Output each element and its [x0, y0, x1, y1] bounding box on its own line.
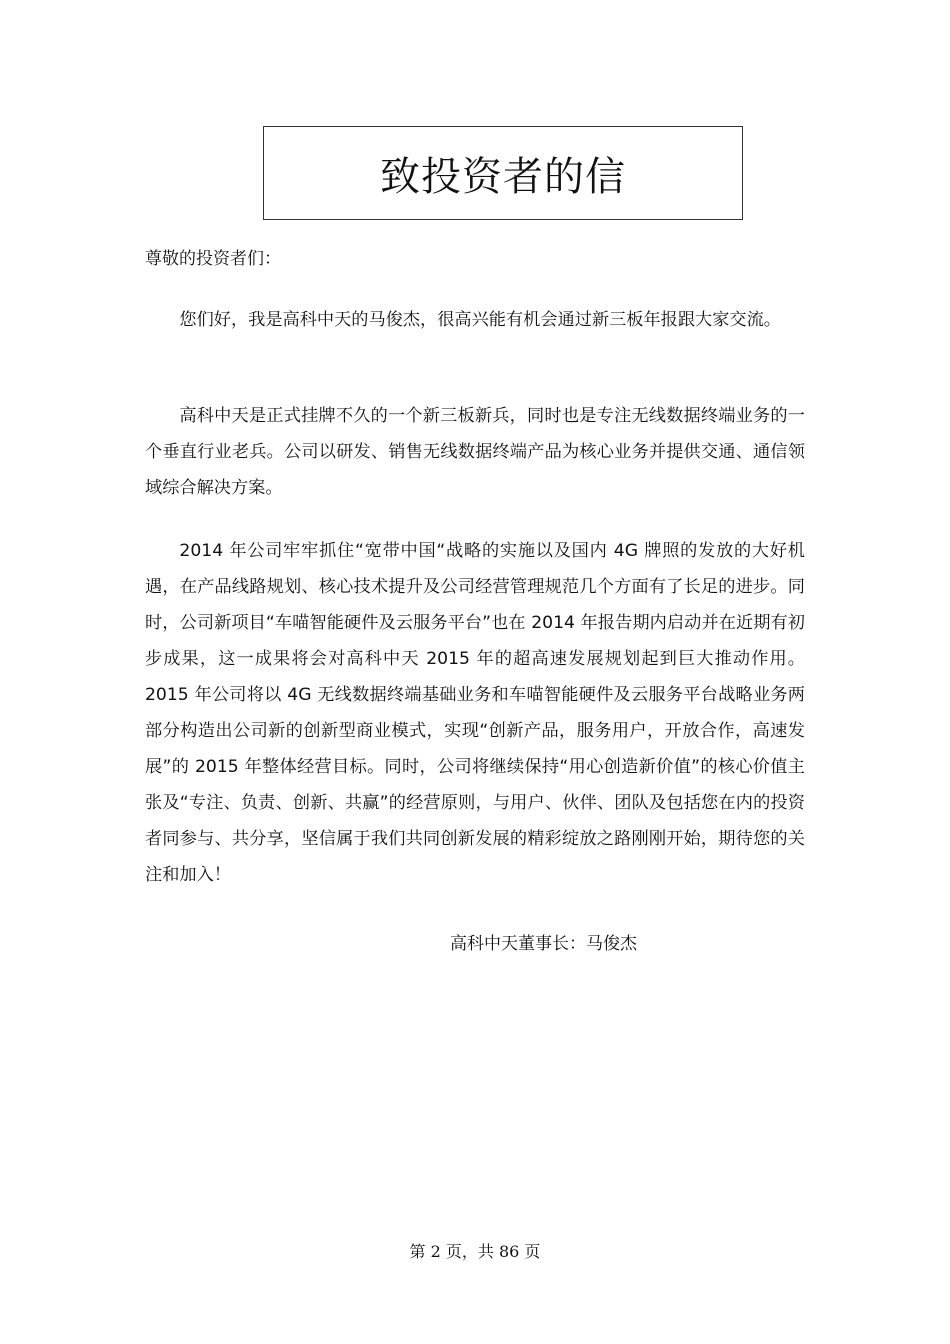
letter-paragraph: 您们好，我是高科中天的马俊杰，很高兴能有机会通过新三板年报跟大家交流。 [179, 310, 781, 330]
letter-paragraph: 2014 年公司牢牢抓住“宽带中国“战略的实施以及国内 4G 牌照的发放的大好机遇，在产品线路规划、核心技术提升及公司经营管理规范几个方面有了长足的进步。同时，公司新项目“车喵智能硬件及云服务平台”也在 2014 年报告期内启动并在近期有初步成果，这一成果将会对高科中天 2015 年的超高速发展规划起到巨大推动作用。2015 年公司将以 4G 无线数据终端基础业务和车喵智能硬件及云服务平台战略业务两部分构造出公司新的创新型商业模式，实现“创新产品，服务用户，开放合作，高速发展”的 2015 年整体经营目标。同时，公司将继续保持“用心创造新价值”的核心价值主张及“专注、负责、创新、共赢”的经营原则，与用户、伙伴、团队及包括您在内的投资者同参与、共分享，坚信属于我们共同创新发展的精彩绽放之路刚刚开始，期待您的关注和加入！ [145, 541, 805, 885]
letter-paragraph: 高科中天是正式挂牌不久的一个新三板新兵，同时也是专注无线数据终端业务的一个垂直行业老兵。公司以研发、销售无线数据终端产品为核心业务并提供交通、通信领域综合解决方案。 [145, 406, 805, 498]
page-number: 第 2 页，共 86 页 [409, 1242, 541, 1261]
letter-title: 致投资者的信 [380, 153, 626, 200]
salutation: 尊敬的投资者们： [145, 249, 281, 269]
letter-title-box [263, 126, 743, 220]
signature: 高科中天董事长：马俊杰 [450, 934, 637, 954]
